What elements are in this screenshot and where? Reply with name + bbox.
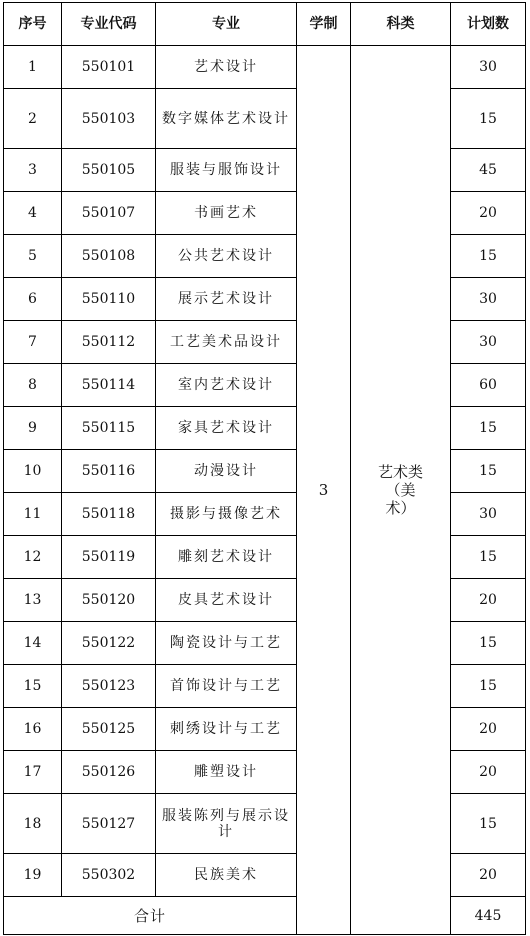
major-cell: 刺绣设计与工艺	[156, 708, 297, 751]
major-cell: 工艺美术品设计	[156, 321, 297, 364]
major-cell: 雕刻艺术设计	[156, 536, 297, 579]
major-cell: 首饰设计与工艺	[156, 665, 297, 708]
code-cell: 550108	[62, 235, 156, 278]
plan-cell: 60	[451, 364, 526, 407]
seq-cell: 10	[4, 450, 62, 493]
plan-cell: 15	[451, 536, 526, 579]
seq-cell: 1	[4, 46, 62, 89]
header-row	[4, 3, 526, 46]
major-cell: 家具艺术设计	[156, 407, 297, 450]
seq-cell: 16	[4, 708, 62, 751]
code-cell: 550110	[62, 278, 156, 321]
category-cell: 艺术类（美术）	[351, 46, 451, 935]
major-cell: 动漫设计	[156, 450, 297, 493]
header-major: 专业	[156, 3, 297, 46]
seq-cell: 14	[4, 622, 62, 665]
seq-cell: 12	[4, 536, 62, 579]
seq-cell: 19	[4, 854, 62, 897]
major-cell: 服装与服饰设计	[156, 149, 297, 192]
plan-cell: 30	[451, 493, 526, 536]
plan-cell: 30	[451, 278, 526, 321]
major-cell: 皮具艺术设计	[156, 579, 297, 622]
code-cell: 550120	[62, 579, 156, 622]
code-cell: 550127	[62, 794, 156, 854]
header-code: 专业代码	[62, 3, 156, 46]
code-cell: 550105	[62, 149, 156, 192]
plan-cell: 20	[451, 751, 526, 794]
plan-cell: 20	[451, 854, 526, 897]
plan-cell: 15	[451, 235, 526, 278]
code-cell: 550122	[62, 622, 156, 665]
plan-cell: 15	[451, 407, 526, 450]
plan-cell: 30	[451, 321, 526, 364]
seq-cell: 5	[4, 235, 62, 278]
plan-cell: 15	[451, 665, 526, 708]
major-cell: 艺术设计	[156, 46, 297, 89]
major-cell: 书画艺术	[156, 192, 297, 235]
header-category: 科类	[351, 3, 451, 46]
seq-cell: 8	[4, 364, 62, 407]
major-cell: 民族美术	[156, 854, 297, 897]
plan-cell: 20	[451, 579, 526, 622]
code-cell: 550126	[62, 751, 156, 794]
enrollment-plan-table	[3, 2, 526, 935]
seq-cell: 7	[4, 321, 62, 364]
seq-cell: 17	[4, 751, 62, 794]
seq-cell: 4	[4, 192, 62, 235]
header-plan: 计划数	[451, 3, 526, 46]
seq-cell: 15	[4, 665, 62, 708]
total-value: 445	[451, 897, 526, 935]
plan-cell: 45	[451, 149, 526, 192]
code-cell: 550101	[62, 46, 156, 89]
seq-cell: 3	[4, 149, 62, 192]
seq-cell: 2	[4, 89, 62, 149]
seq-cell: 13	[4, 579, 62, 622]
seq-cell: 6	[4, 278, 62, 321]
duration-cell: 3	[297, 46, 351, 935]
seq-cell: 18	[4, 794, 62, 854]
header-seq: 序号	[4, 3, 62, 46]
major-cell: 室内艺术设计	[156, 364, 297, 407]
seq-cell: 11	[4, 493, 62, 536]
plan-cell: 15	[451, 622, 526, 665]
header-duration: 学制	[297, 3, 351, 46]
plan-cell: 20	[451, 708, 526, 751]
code-cell: 550103	[62, 89, 156, 149]
plan-cell: 15	[451, 450, 526, 493]
major-cell: 公共艺术设计	[156, 235, 297, 278]
code-cell: 550123	[62, 665, 156, 708]
table-row	[4, 46, 526, 89]
major-cell: 陶瓷设计与工艺	[156, 622, 297, 665]
seq-cell: 9	[4, 407, 62, 450]
plan-cell: 30	[451, 46, 526, 89]
code-cell: 550107	[62, 192, 156, 235]
code-cell: 550302	[62, 854, 156, 897]
code-cell: 550112	[62, 321, 156, 364]
plan-cell: 15	[451, 794, 526, 854]
major-cell: 数字媒体艺术设计	[156, 89, 297, 149]
code-cell: 550116	[62, 450, 156, 493]
major-cell: 雕塑设计	[156, 751, 297, 794]
major-cell: 展示艺术设计	[156, 278, 297, 321]
plan-cell: 15	[451, 89, 526, 149]
code-cell: 550118	[62, 493, 156, 536]
code-cell: 550119	[62, 536, 156, 579]
total-label: 合计	[4, 897, 297, 935]
code-cell: 550125	[62, 708, 156, 751]
code-cell: 550115	[62, 407, 156, 450]
code-cell: 550114	[62, 364, 156, 407]
plan-cell: 20	[451, 192, 526, 235]
major-cell: 服装陈列与展示设计	[156, 794, 297, 854]
major-cell: 摄影与摄像艺术	[156, 493, 297, 536]
